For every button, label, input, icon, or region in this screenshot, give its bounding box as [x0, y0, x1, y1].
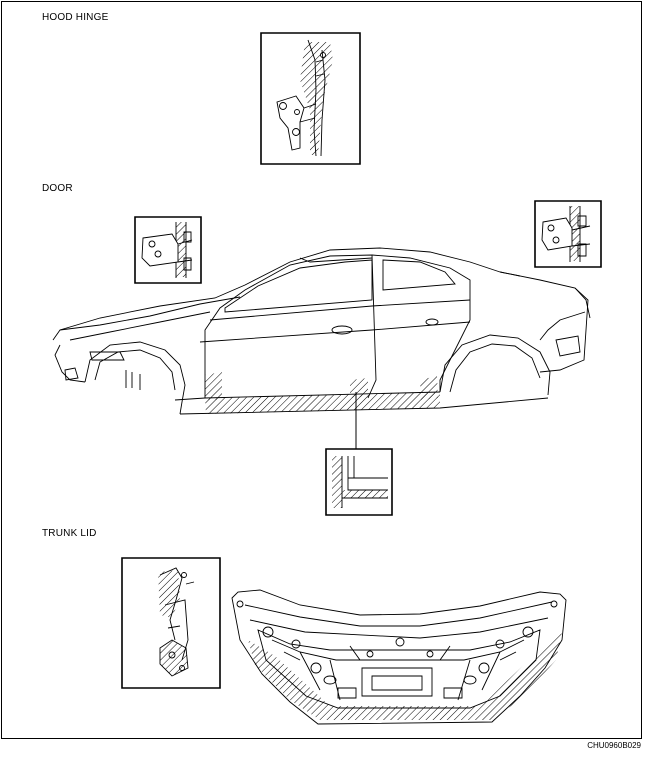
car-body-outline — [53, 248, 590, 450]
trunk-hinge-detail — [122, 558, 220, 688]
figure-code: CHU0960B029 — [587, 741, 641, 750]
section-label-door: DOOR — [42, 183, 73, 194]
hood-hinge-detail — [261, 33, 360, 164]
door-sill-detail — [326, 449, 392, 515]
door-hinge-detail-front — [135, 217, 201, 283]
trunk-lid-panel — [232, 590, 566, 724]
section-label-trunk-lid: TRUNK LID — [42, 528, 97, 539]
section-label-hood-hinge: HOOD HINGE — [42, 12, 109, 23]
door-hinge-detail-rear — [535, 201, 601, 267]
